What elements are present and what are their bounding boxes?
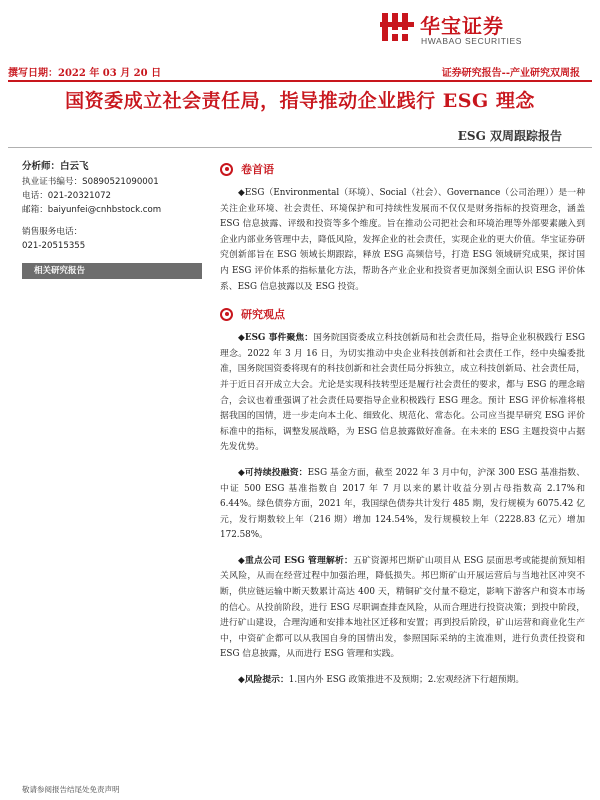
section-bullet-icon [220,308,233,321]
brand-name-cn: 华宝证券 [420,14,504,38]
report-meta-row [8,64,592,78]
disclaimer-footer: 敬请参阅报告结尾处免责声明 [22,785,120,794]
analyst-phone: 电话：021-20321072 [22,191,112,201]
main-content [220,160,585,699]
report-title: 国资委成立社会责任局，指导推动企业践行 ESG 理念 [65,90,535,112]
sales-phone: 021-20515355 [22,241,86,251]
view-paragraph-company-analysis: ◆重点公司 ESG 管理解析：五矿资源邦巴斯矿山项目从 ESG 层面思考或能提前预知相关风险，从而在经营过程中加强治理，降低损失。邦巴斯矿山开展运营后与当地社区冲突不断，供应链运输中断天数累计高达 400 天，精铜矿交付量不稳定，影响下游客户和资本市场的信心。从投前阶段，进行 ESG 尽职调查排查风险，从而合理进行投资决策；到投中阶段，进行矿山建设，合理沟通和安排本地社区迁移和安置；再到投后阶段，矿山运营和商业化生产中，中资矿企都可以从我国自身的国情出发，参照国际采纳的主流准则，进行负责任投资和 ESG 信息披露，从而进行 ESG 管理和实践。 [220,555,585,660]
section-title: 研究观点 [241,308,285,322]
header-divider [8,80,592,82]
view-paragraph-esg-event: ◆ESG 事件聚焦：国务院国资委成立科技创新局和社会责任局，指导企业积极践行 ESG 理念。2022 年 3 月 16 日，为切实推动中央企业科技创新和社会责任工作，经中央编委批准，国务院国资委将现有的科技创新和社会责任局分拆独立，成立科技创新局、社会责任局，并于近日召开成立大会。尤论是实现科技转型还是履行社会责任的要求，都与 ESG 的理念暗合，会议也着重强调了社会责任局要指导企业积极践行 ESG 理念。预计 ESG 评价标准将根据我国的国情，进一步走向本土化、细致化、规范化、常态化。公司应当提早研究 ESG 评价标准中的指标，调整发展战略，为 ESG 信息披露做好准备。在未来的 ESG 主题投资中占据先发优势。 [220,333,585,453]
section-header-views [220,305,585,323]
report-subtitle: ESG 双周跟踪报告 [457,129,562,143]
brand-name-en: HWABAO SECURITIES [421,36,523,46]
sales-label: 销售服务电话： [22,227,83,237]
analyst-email[interactable]: 邮箱：baiyunfei@cnhbstock.com [22,205,162,215]
report-date: 撰写日期：2022 年 03 月 20 日 [8,68,162,79]
hwabao-logo-icon [380,10,414,44]
title-divider [8,147,592,148]
section-title: 卷首语 [241,163,274,176]
section-bullet-icon [220,163,233,176]
view-paragraph-sustainable-finance: ◆可持续投融资：ESG 基金方面，截至 2022 年 3 月中旬，沪深 300 ESG 基准指数、中证 500 ESG 基准指数自 2017 年 7 月以来的累计收益分别占母指数高 2.17%和 6.44%。绿色债券方面，2021 年，我国绿色债券共计发行 485 期，发行规模为 6075.42 亿元，发行期数较上年（216 期）增加 124.54%，发行规模较上年（2228.83 亿元）增加 172.58%。 [220,467,585,541]
analyst-sidebar [22,158,202,279]
preface-paragraph: ◆ESG（Environmental（环境）、Social（社会）、Governance（公司治理））是一种关注企业环境、社会责任、环境保护和可持续性发展而不仅仅是财务指标的投资理念，涵盖 ESG 信息披露、评级和投资等多个维度。旨在推动公司把社会和环境治理等外部要素融入到企业内部业务管理中去，降低风险，发挥企业的社会责任，实现企业的更大价值。华宝证券研究创新部旨在 ESG 领域长期跟踪，释放 ESG 高频信号，打造 ESG 领域研究成果，探讨国内 ESG 评价体系的指标量化方法，帮助各产业企业和投资者更加深刻全面认识 ESG 评价体系、ESG 信息披露以及 ESG 投资。 [220,188,585,292]
report-category: 证券研究报告--产业研究双周报 [441,68,580,79]
analyst-cert: 执业证书编号：S0890521090001 [22,177,159,187]
section-header-preface [220,160,585,178]
related-reports-bar: 相关研究报告 [22,263,202,279]
view-paragraph-risk: ◆风险提示：1.国内外 ESG 政策推进不及预期；2.宏观经济下行超预期。 [238,675,525,686]
analyst-name: 分析师：白云飞 [22,161,89,172]
brand-logo [380,8,570,48]
